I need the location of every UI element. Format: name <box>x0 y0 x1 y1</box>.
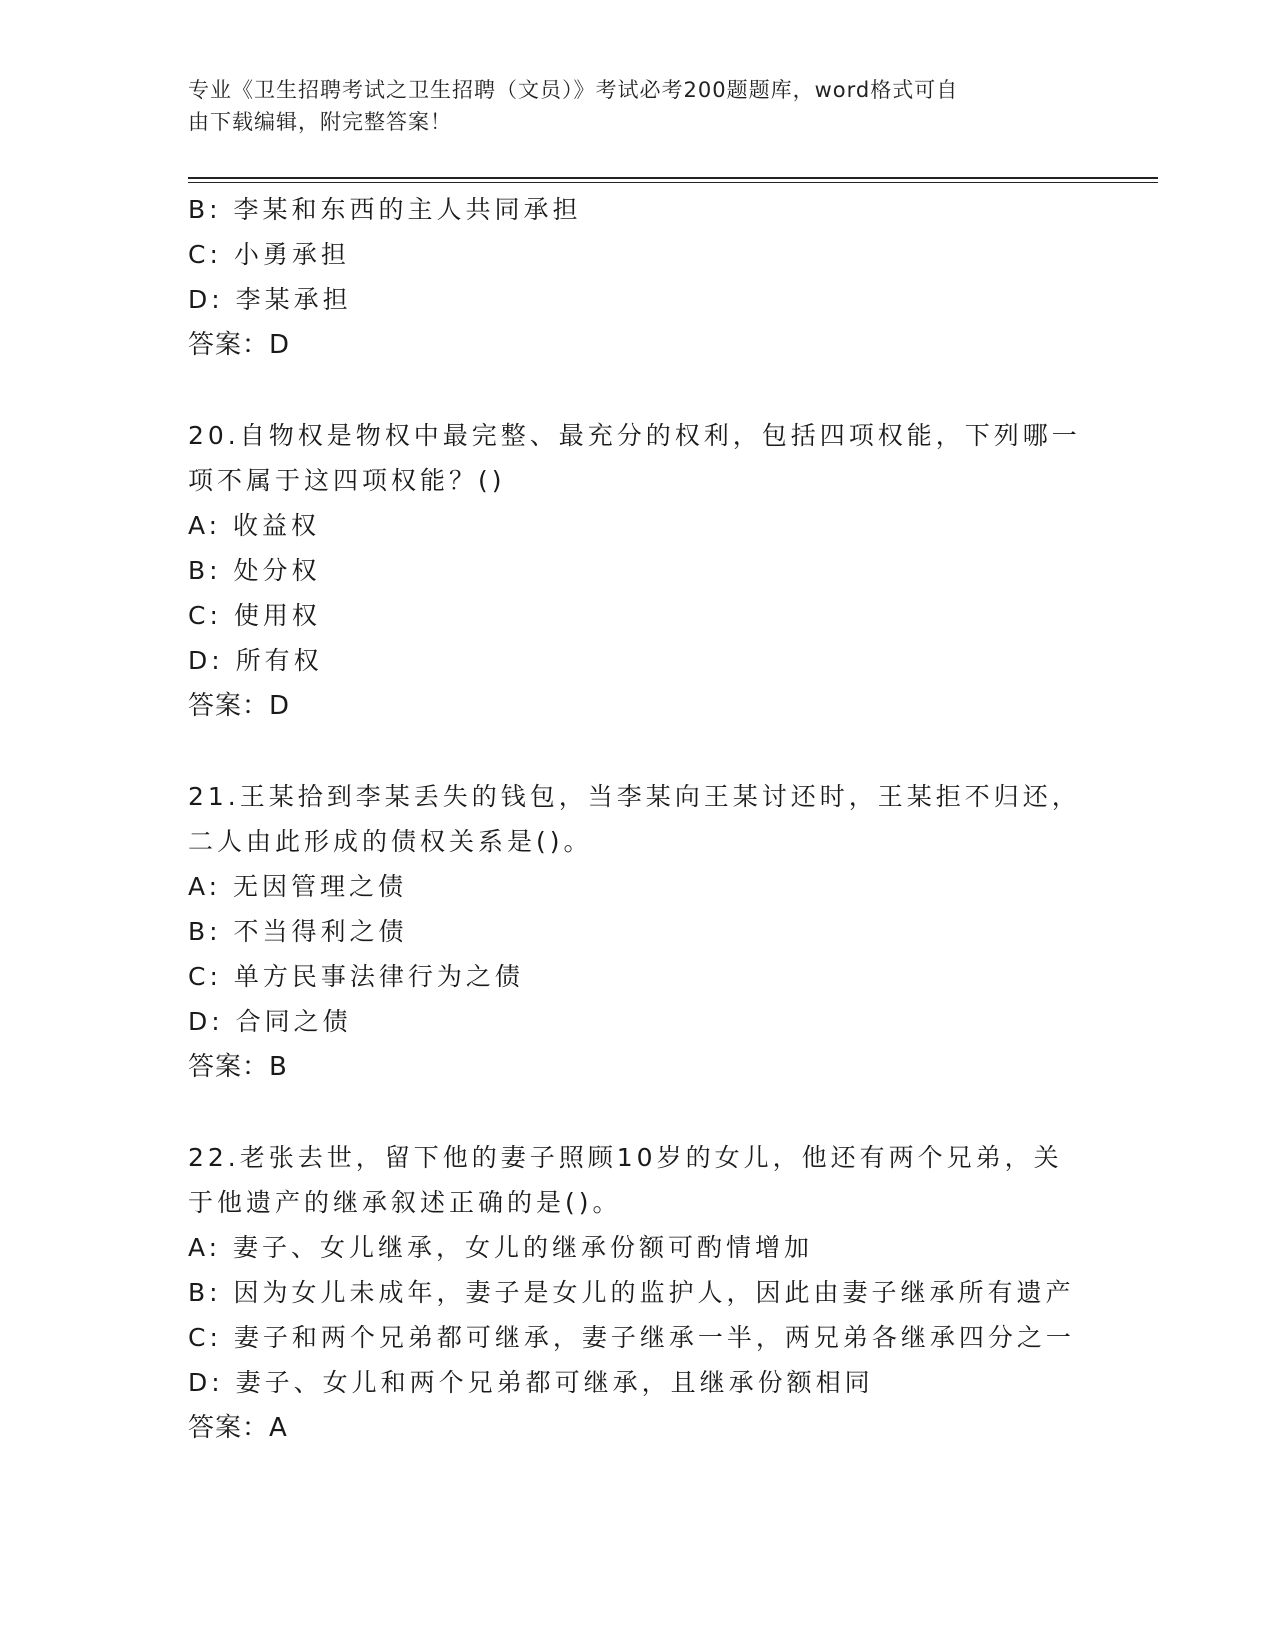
q19-option-d: D: 李某承担 <box>188 285 352 314</box>
document-header <box>188 74 1068 138</box>
q20-answer: 答案：D <box>188 691 291 721</box>
q21-stem-line-1: 21.王某拾到李某丢失的钱包，当李某向王某讨还时，王某拒不归还， <box>188 782 1081 811</box>
q22-answer: 答案：A <box>188 1413 288 1443</box>
q19-option-c: C: 小勇承担 <box>188 240 350 269</box>
q20-option-d: D: 所有权 <box>188 646 323 675</box>
q22-option-a: A: 妻子、女儿继承，女儿的继承份额可酌情增加 <box>188 1233 814 1262</box>
q21-option-d: D: 合同之债 <box>188 1007 352 1036</box>
q20-option-c: C: 使用权 <box>188 601 321 630</box>
q22-option-c: C: 妻子和两个兄弟都可继承，妻子继承一半，两兄弟各继承四分之一 <box>188 1323 1075 1352</box>
header-line-1: 专业《卫生招聘考试之卫生招聘（文员）》考试必考200题题库，word格式可自 <box>188 78 959 102</box>
q20-option-a: A: 收益权 <box>188 511 321 540</box>
q21-option-b: B: 不当得利之债 <box>188 917 408 946</box>
q20-stem-line-2: 项不属于这四项权能？() <box>188 466 506 495</box>
q21-option-a: A: 无因管理之债 <box>188 872 408 901</box>
q19-answer: 答案：D <box>188 330 291 360</box>
q19-option-b: B: 李某和东西的主人共同承担 <box>188 195 582 224</box>
q20-stem-line-1: 20.自物权是物权中最完整、最充分的权利，包括四项权能，下列哪一 <box>188 421 1081 450</box>
q22-option-b: B: 因为女儿未成年，妻子是女儿的监护人，因此由妻子继承所有遗产 <box>188 1278 1075 1307</box>
q20-option-b: B: 处分权 <box>188 556 321 585</box>
header-rule-thick <box>188 177 1158 179</box>
q21-option-c: C: 单方民事法律行为之债 <box>188 962 524 991</box>
q22-stem-line-2: 于他遗产的继承叙述正确的是()。 <box>188 1188 622 1217</box>
q22-stem-line-1: 22.老张去世，留下他的妻子照顾10岁的女儿，他还有两个兄弟，关 <box>188 1143 1063 1172</box>
q21-stem-line-2: 二人由此形成的债权关系是()。 <box>188 827 593 856</box>
q21-answer: 答案：B <box>188 1052 288 1082</box>
q22-option-d: D: 妻子、女儿和两个兄弟都可继承，且继承份额相同 <box>188 1368 874 1397</box>
header-line-2: 由下载编辑，附完整答案！ <box>188 110 452 134</box>
header-rule-thin <box>188 182 1158 183</box>
